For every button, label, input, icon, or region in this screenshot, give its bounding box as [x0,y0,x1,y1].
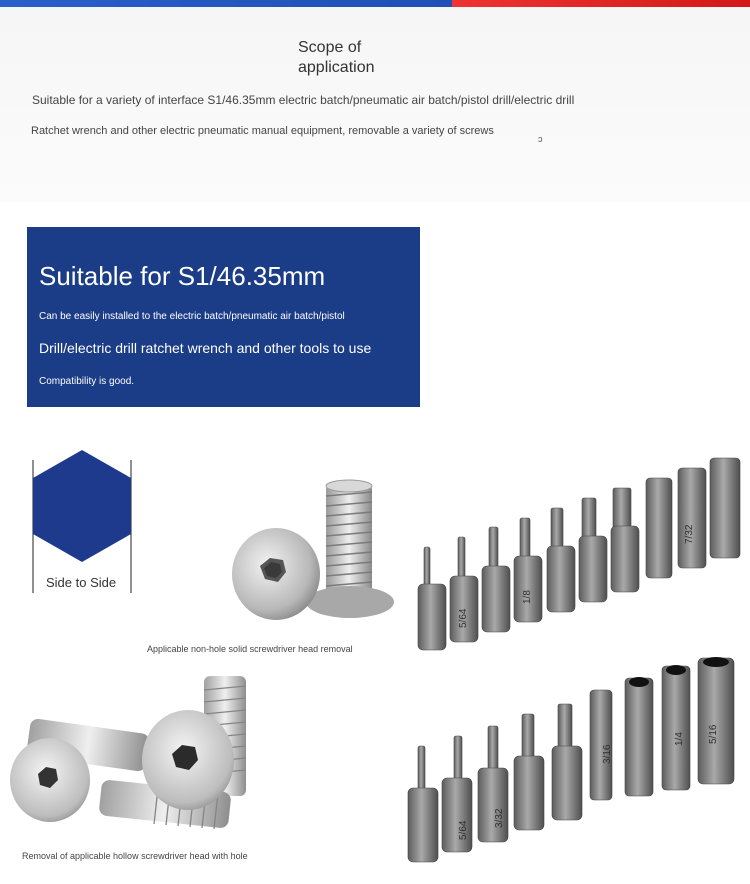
svg-text:3/16: 3/16 [602,744,613,764]
svg-text:5/64: 5/64 [458,820,469,840]
compatibility-banner [27,227,420,407]
solid-bits-photo [412,452,747,657]
svg-text:5/64: 5/64 [458,608,469,628]
side-to-side-label: Side to Side [46,575,117,590]
top-bar-blue [0,0,452,7]
caption-solid-bits: Applicable non-hole solid screwdriver head removal [147,644,353,654]
top-bar-red [452,0,750,7]
countersunk-screws-photo [8,668,278,846]
banner-line-2: Drill/electric drill ratchet wrench and other tools to use [39,340,372,356]
hollow-bits-photo [400,652,745,867]
svg-text:1/4: 1/4 [674,732,685,746]
banner-line-3: Compatibility is good. [39,376,135,387]
banner-title: Suitable for S1/46.35mm [39,261,326,291]
banner-line-1: Can be easily installed to the electric batch/pneumatic air batch/pistol [39,311,345,322]
page-title: Scope of application [298,39,375,76]
caption-hollow-bits: Removal of applicable hollow screwdriver head with hole [22,851,248,861]
svg-text:7/32: 7/32 [684,524,695,544]
stray-mark: ɔ [538,134,543,144]
svg-text:3/32: 3/32 [494,808,505,828]
svg-text:1/8: 1/8 [522,590,533,604]
svg-text:5/16: 5/16 [708,724,719,744]
hexagon-icon [33,450,131,562]
button-head-screw-photo [228,476,398,636]
description-line-2: Ratchet wrench and other electric pneumatic manual equipment, removable a variety of screws [31,125,494,137]
description-line-1: Suitable for a variety of interface S1/46.35mm electric batch/pneumatic air batch/pistol drill/electric drill [32,93,575,107]
